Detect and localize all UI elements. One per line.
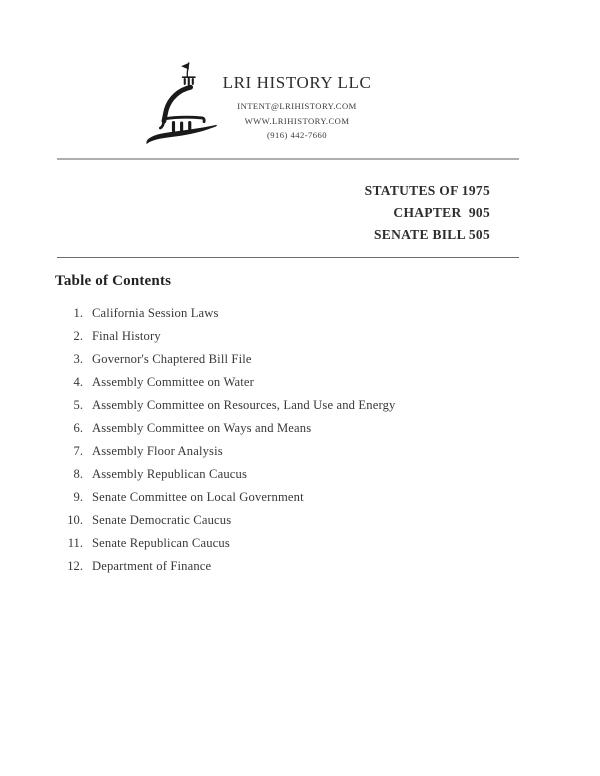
toc-item-number: 1. xyxy=(73,306,83,320)
toc-item-number: 5. xyxy=(73,398,83,412)
toc-item-number: 2. xyxy=(73,329,83,343)
toc-item xyxy=(55,329,525,352)
toc-item xyxy=(55,513,525,536)
toc-item xyxy=(55,306,525,329)
toc-item-number: 7. xyxy=(73,444,83,458)
statutes-line: STATUTES OF 1975 xyxy=(364,183,490,198)
divider-top xyxy=(57,158,519,160)
document-info xyxy=(365,180,490,246)
toc-item xyxy=(55,490,525,513)
toc-item-label: Final History xyxy=(92,329,161,343)
toc-item xyxy=(55,536,525,559)
toc-item-label: Senate Democratic Caucus xyxy=(92,513,232,527)
toc-item xyxy=(55,559,525,582)
toc-item-label: California Session Laws xyxy=(92,306,219,320)
divider-mid xyxy=(57,257,519,258)
contact-block xyxy=(187,99,407,143)
toc-item xyxy=(55,375,525,398)
toc-item-label: Department of Finance xyxy=(92,559,212,573)
toc-item-label: Senate Committee on Local Government xyxy=(92,490,304,504)
toc-item-number: 12. xyxy=(67,559,83,573)
toc-item-label: Governor's Chaptered Bill File xyxy=(92,352,252,366)
company-phone: (916) 442-7660 xyxy=(266,130,327,140)
toc-item xyxy=(55,398,525,421)
company-website: WWW.LRIHISTORY.COM xyxy=(244,115,350,126)
toc-item-label: Assembly Floor Analysis xyxy=(92,444,223,458)
toc-item-label: Assembly Committee on Water xyxy=(92,375,254,389)
toc-item-label: Assembly Committee on Resources, Land Use and Energy xyxy=(92,398,396,412)
toc-heading: Table of Contents xyxy=(55,273,172,289)
toc-item-label: Assembly Committee on Ways and Means xyxy=(92,421,312,435)
toc-item xyxy=(55,421,525,444)
toc-item-number: 9. xyxy=(73,490,83,504)
toc-item xyxy=(55,444,525,467)
toc-item xyxy=(55,352,525,375)
company-name: LRI HISTORY LLC xyxy=(222,73,372,92)
senate-bill-line: SENATE BILL 505 xyxy=(373,227,490,242)
toc-item xyxy=(55,467,525,490)
company-email: INTENT@LRIHISTORY.COM xyxy=(237,101,357,111)
toc-item-label: Assembly Republican Caucus xyxy=(92,467,248,481)
toc-item-number: 4. xyxy=(73,375,83,389)
toc-list xyxy=(55,306,525,582)
toc-item-label: Senate Republican Caucus xyxy=(92,536,230,550)
chapter-line: CHAPTER 905 xyxy=(393,205,490,220)
letterhead xyxy=(187,73,407,143)
toc-item-number: 6. xyxy=(73,421,83,435)
toc-item-number: 8. xyxy=(73,467,83,481)
toc-item-number: 3. xyxy=(73,352,83,366)
toc-item-number: 10. xyxy=(67,513,83,527)
toc-item-number: 11. xyxy=(67,536,83,550)
